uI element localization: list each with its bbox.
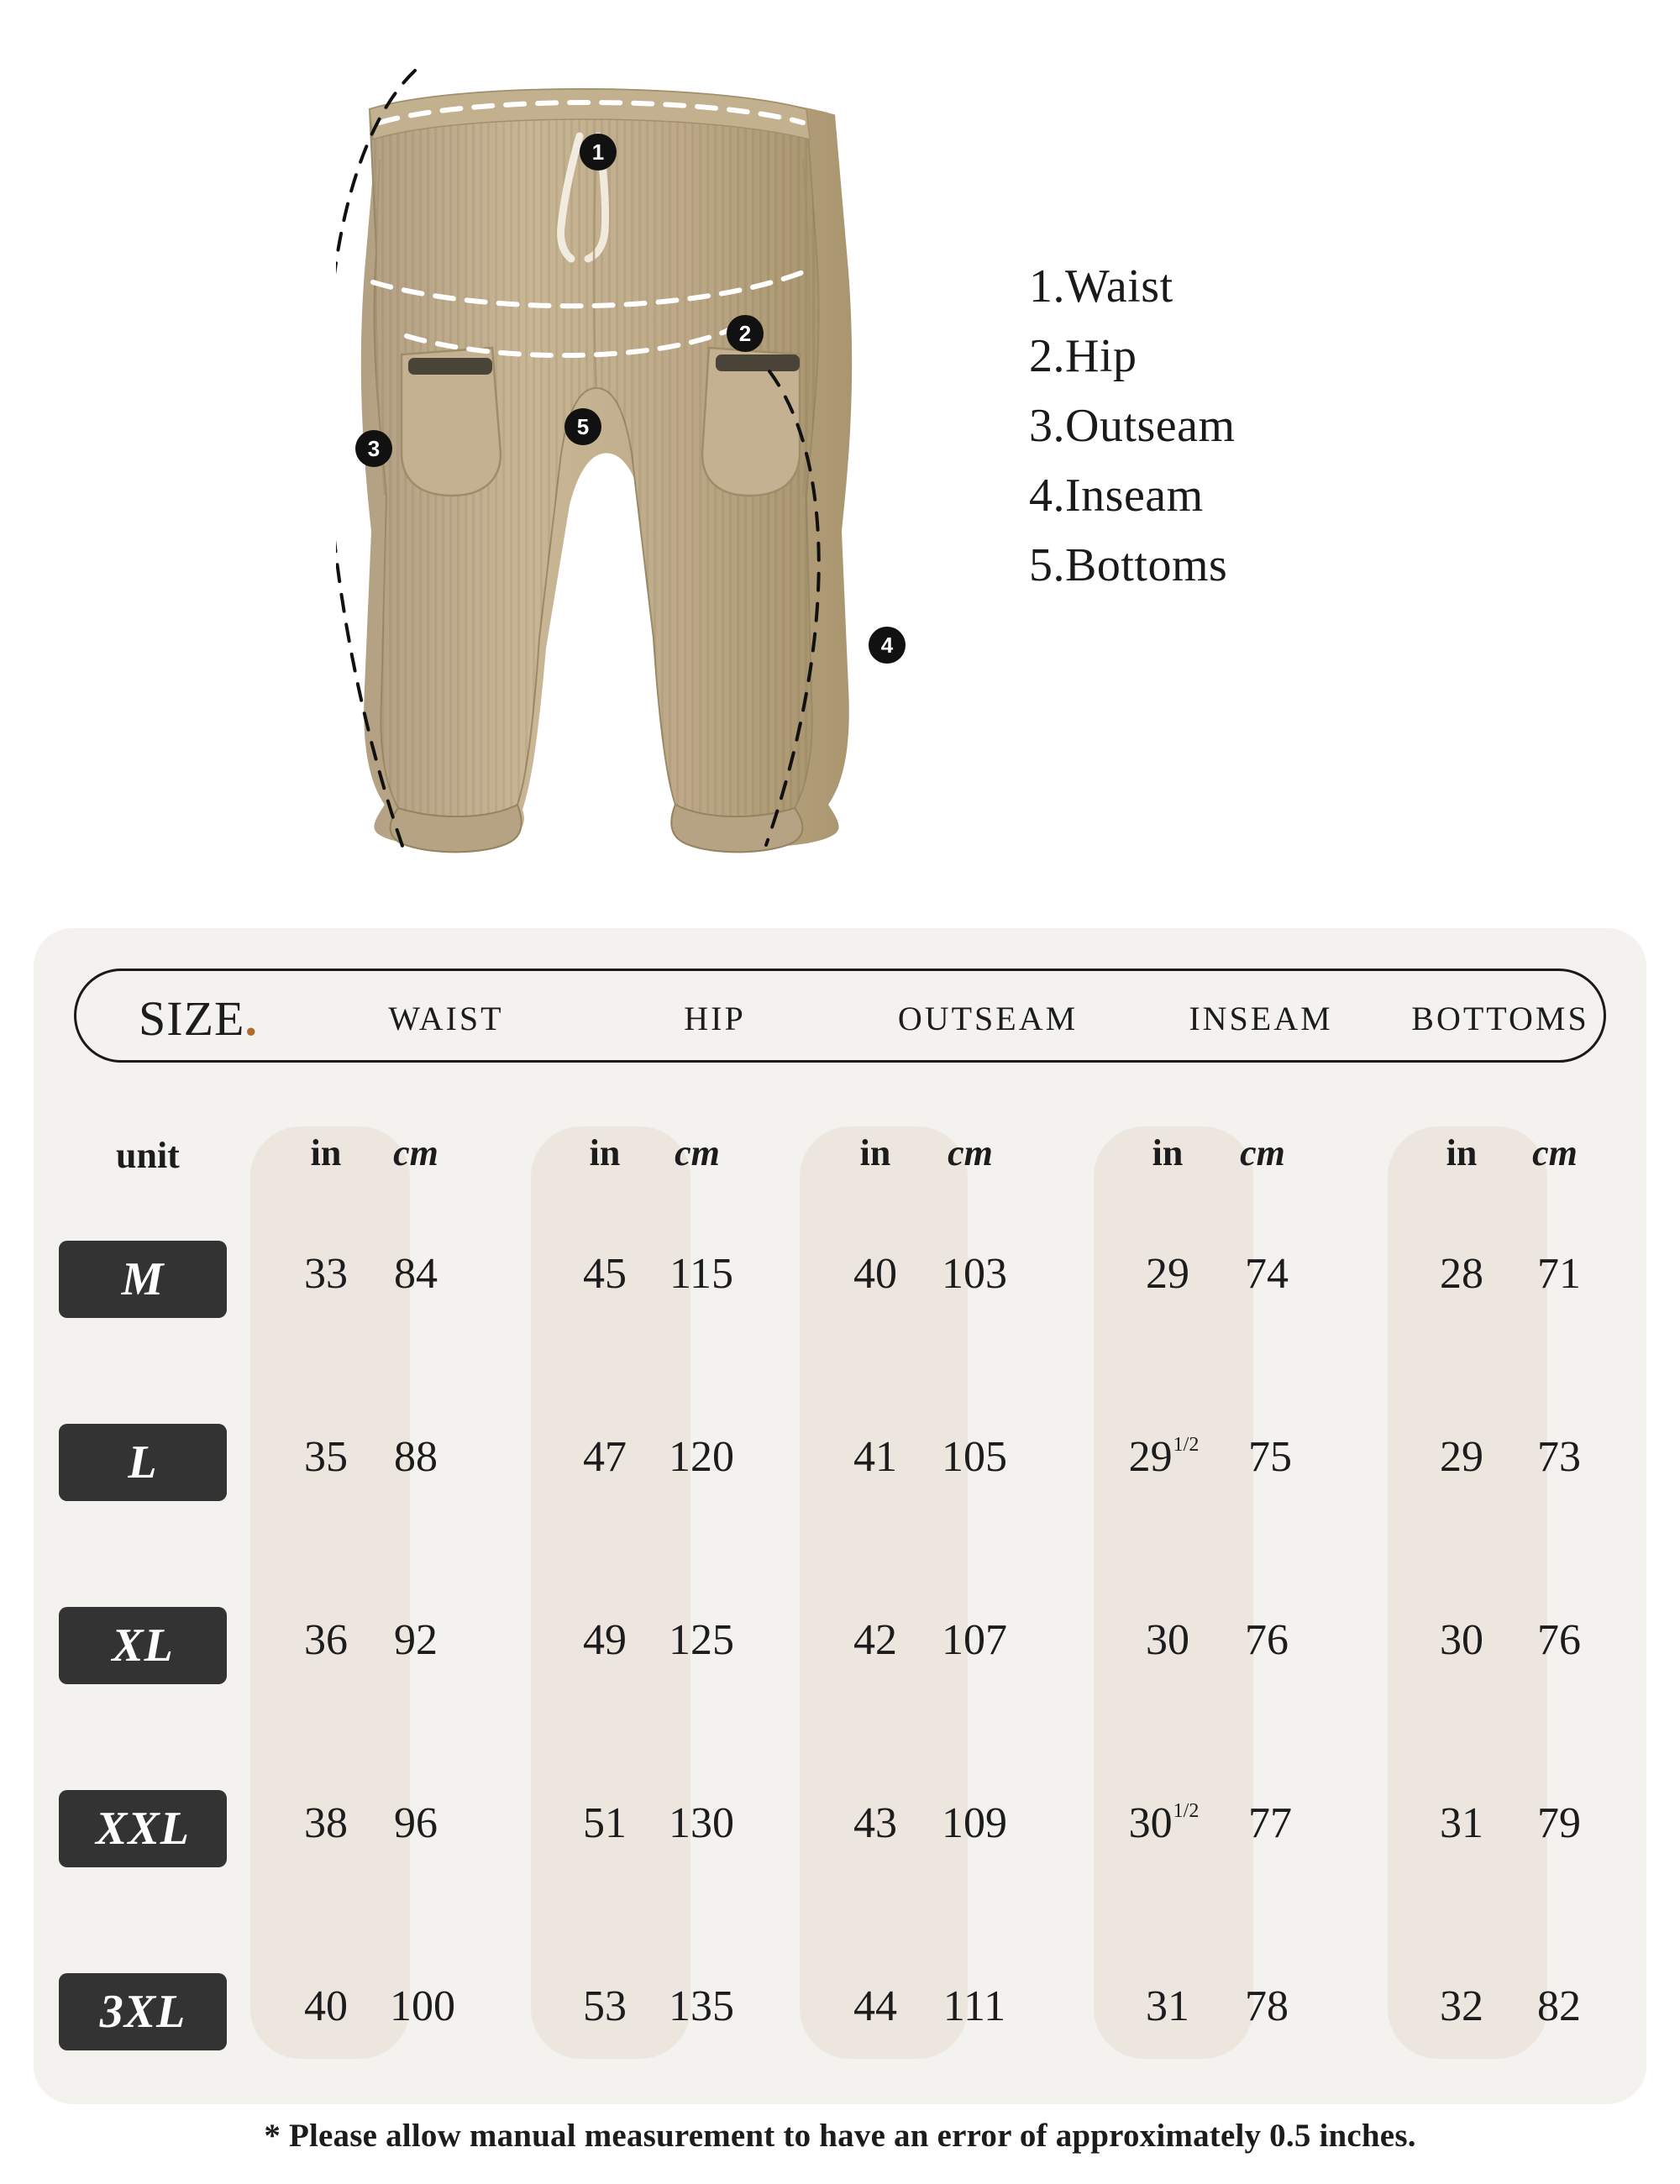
unit-hip-in: in	[589, 1132, 621, 1173]
cell-xl-hip-in: 49	[583, 1616, 627, 1664]
legend-item-bottoms: 5.Bottoms	[1029, 538, 1228, 591]
waist-callout-badge: 1	[580, 134, 617, 171]
header-size-label	[85, 971, 312, 1065]
cell-3xl-outseam-cm: 111	[942, 1982, 1006, 2030]
header-outseam: OUTSEAM	[897, 999, 1079, 1037]
cell-xxl-inseam-in: $30^{1/2}$	[1128, 1799, 1200, 1847]
outseam-callout-badge: 3	[355, 430, 392, 467]
header-hip: HIP	[684, 999, 746, 1037]
unit-waist-cm: cm	[393, 1132, 438, 1173]
cell-m-bottoms-in: 28	[1440, 1250, 1483, 1298]
unit-inseam-cm: cm	[1240, 1132, 1285, 1173]
unit-bottoms-cm: cm	[1532, 1132, 1578, 1173]
hip-callout-badge: 2	[727, 315, 764, 352]
unit-outseam-cm: cm	[948, 1132, 993, 1173]
unit-bottoms-in: in	[1446, 1132, 1478, 1173]
cell-xxl-bottoms-cm: 79	[1537, 1799, 1581, 1847]
cell-l-outseam-cm: 105	[942, 1433, 1007, 1481]
cell-l-waist-in: 35	[304, 1433, 348, 1481]
cell-m-waist-cm: 84	[394, 1250, 438, 1298]
cell-xl-outseam-cm: 107	[942, 1616, 1007, 1664]
inseam-callout-badge: 4	[869, 627, 906, 664]
cell-l-hip-in: 47	[583, 1433, 627, 1481]
unit-row-label: unit	[116, 1135, 180, 1176]
unit-waist-in: in	[310, 1132, 342, 1173]
unit-hip-cm: cm	[675, 1132, 720, 1173]
cell-xxl-waist-in: 38	[304, 1799, 348, 1847]
legend-item-waist: 1.Waist	[1029, 260, 1173, 312]
cell-3xl-inseam-in: 31	[1146, 1982, 1189, 2030]
cell-l-inseam-in: $29^{1/2}$	[1128, 1433, 1200, 1481]
cell-l-inseam-cm: 75	[1248, 1433, 1292, 1481]
cell-3xl-hip-in: 53	[583, 1982, 627, 2030]
header-bottoms: BOTTOMS	[1411, 999, 1589, 1037]
cell-m-hip-cm: 115	[669, 1250, 734, 1298]
cell-xl-bottoms-in: 30	[1440, 1616, 1483, 1664]
size-tag-l: L	[59, 1424, 227, 1501]
cell-l-bottoms-cm: 73	[1537, 1433, 1581, 1481]
legend-item-inseam: 4.Inseam	[1029, 469, 1204, 522]
measurement-legend	[1029, 252, 1236, 600]
cell-xl-bottoms-cm: 76	[1537, 1616, 1581, 1664]
cell-3xl-outseam-in: 44	[853, 1982, 897, 2030]
cell-l-bottoms-in: 29	[1440, 1433, 1483, 1481]
measurement-footnote: * Please allow manual measurement to have an error of approximately 0.5 inches.	[264, 2118, 1416, 2154]
cell-xxl-hip-in: 51	[583, 1799, 627, 1847]
cell-xl-waist-cm: 92	[394, 1616, 438, 1664]
cell-xl-inseam-cm: 76	[1245, 1616, 1289, 1664]
header-waist: WAIST	[388, 999, 504, 1037]
cell-3xl-waist-cm: 100	[390, 1982, 455, 2030]
bottoms-callout-badge: 5	[564, 408, 601, 445]
cell-3xl-inseam-cm: 78	[1245, 1982, 1289, 2030]
cell-xxl-outseam-cm: 109	[942, 1799, 1007, 1847]
cell-xxl-inseam-cm: 77	[1248, 1799, 1292, 1847]
cell-3xl-bottoms-cm: 82	[1537, 1982, 1581, 2030]
legend-item-hip: 2.Hip	[1029, 329, 1137, 382]
cell-xxl-waist-cm: 96	[394, 1799, 438, 1847]
cell-m-inseam-in: 29	[1146, 1250, 1189, 1298]
illustration-section	[0, 0, 1680, 916]
cell-xl-waist-in: 36	[304, 1616, 348, 1664]
cell-3xl-hip-cm: 135	[669, 1982, 734, 2030]
cell-l-waist-cm: 88	[394, 1433, 438, 1481]
pants-illustration	[336, 59, 857, 874]
unit-outseam-in: in	[859, 1132, 891, 1173]
header-inseam: INSEAM	[1189, 999, 1333, 1037]
cell-m-outseam-in: 40	[853, 1250, 897, 1298]
cell-xxl-hip-cm: 130	[669, 1799, 734, 1847]
size-chart-header	[74, 969, 1606, 1063]
cell-m-hip-in: 45	[583, 1250, 627, 1298]
cell-xl-inseam-in: 30	[1146, 1616, 1189, 1664]
cell-xl-hip-cm: 125	[669, 1616, 734, 1664]
cell-xxl-bottoms-in: 31	[1440, 1799, 1483, 1847]
cell-l-outseam-in: 41	[853, 1433, 897, 1481]
cell-l-hip-cm: 120	[669, 1433, 734, 1481]
legend-item-outseam: 3.Outseam	[1029, 399, 1236, 452]
header-size-text: SIZE	[139, 990, 245, 1046]
cell-m-waist-in: 33	[304, 1250, 348, 1298]
cell-3xl-bottoms-in: 32	[1440, 1982, 1483, 2030]
size-tag-xxl: XXL	[59, 1790, 227, 1867]
unit-inseam-in: in	[1152, 1132, 1184, 1173]
header-size-dot: .	[244, 990, 258, 1046]
cell-xxl-outseam-in: 43	[853, 1799, 897, 1847]
cell-m-outseam-cm: 103	[942, 1250, 1007, 1298]
cell-m-bottoms-cm: 71	[1537, 1250, 1581, 1298]
cell-m-inseam-cm: 74	[1245, 1250, 1289, 1298]
cell-3xl-waist-in: 40	[304, 1982, 348, 2030]
size-tag-3xl: 3XL	[59, 1973, 227, 2050]
size-chart-card	[34, 928, 1646, 2104]
size-tag-xl: XL	[59, 1607, 227, 1684]
cell-xl-outseam-in: 42	[853, 1616, 897, 1664]
size-tag-m: M	[59, 1241, 227, 1318]
